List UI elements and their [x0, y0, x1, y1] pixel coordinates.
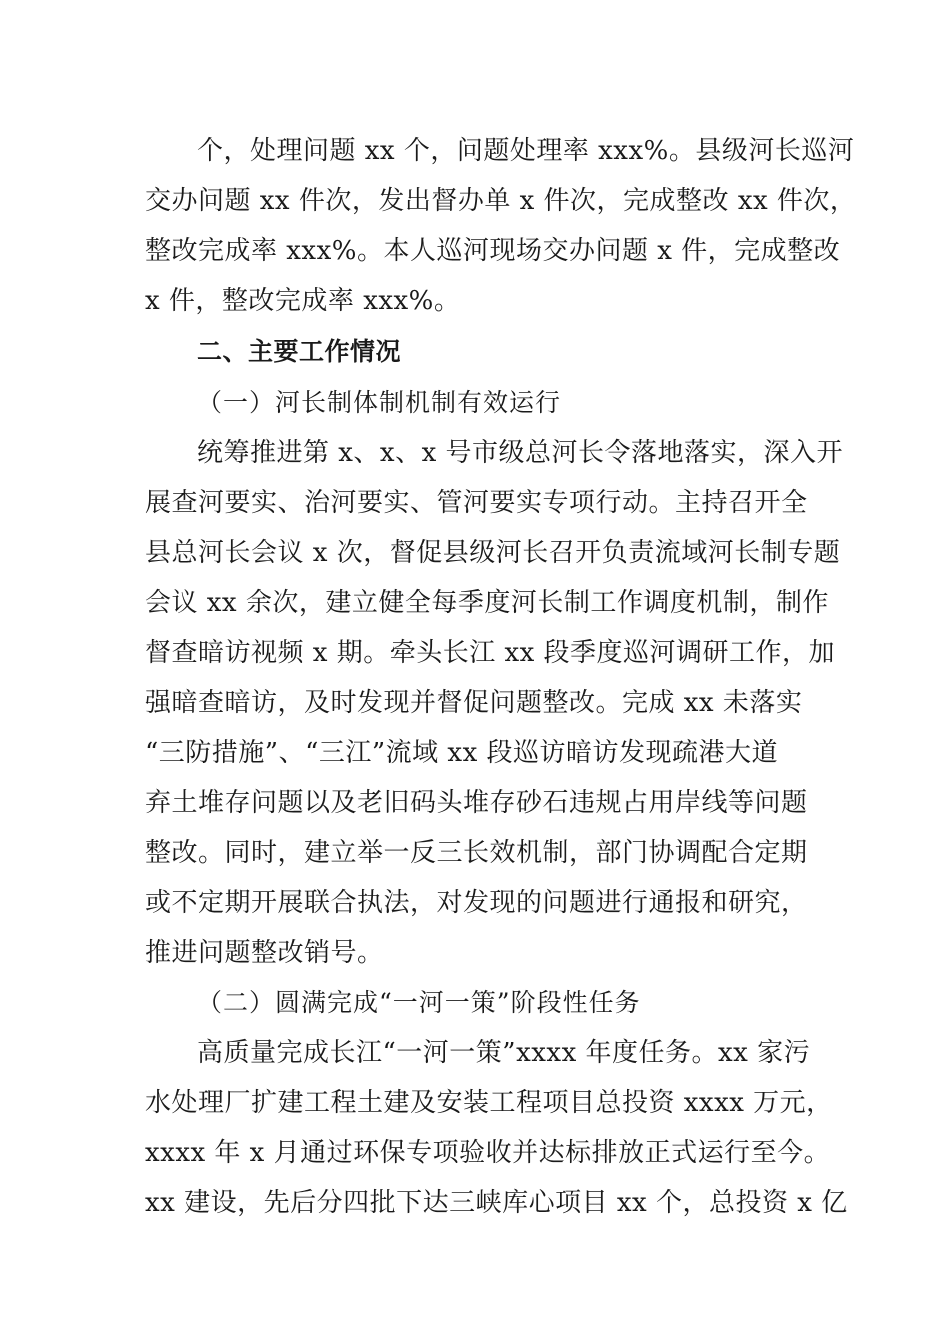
subsection1-line-3: 县总河长会议 x 次，督促县级河长召开负责流域河长制专题: [145, 538, 841, 568]
subsection1-line-2: 展查河要实、治河要实、管河要实专项行动。主持召开全: [145, 488, 808, 518]
section-heading: 二、主要工作情况: [197, 337, 402, 366]
subsection1-line-8: 弃土堆存问题以及老旧码头堆存砂石违规占用岸线等问题: [145, 788, 808, 818]
intro-line-1: 个，处理问题 xx 个，问题处理率 xxx%。县级河长巡河: [197, 136, 855, 166]
subsection2-heading: （二）圆满完成“一河一策”阶段性任务: [197, 988, 641, 1017]
intro-line-2: 交办问题 xx 件次，发出督办单 x 件次，完成整改 xx 件次，: [145, 186, 857, 216]
intro-line-3: 整改完成率 xxx%。本人巡河现场交办问题 x 件，完成整改: [145, 236, 841, 266]
document-body: [145, 126, 857, 1228]
subsection2-line-2: 水处理厂扩建工程土建及安装工程项目总投资 xxxx 万元，: [145, 1088, 833, 1118]
subsection1-line-7: “三防措施”、“三江”流域 xx 段巡访暗访发现疏港大道: [145, 738, 779, 768]
subsection1-line-1: 统筹推进第 x、x、x 号市级总河长令落地落实，深入开: [197, 438, 844, 468]
subsection1-line-4: 会议 xx 余次，建立健全每季度河长制工作调度机制，制作: [145, 588, 829, 618]
subsection1-line-6: 强暗查暗访，及时发现并督促问题整改。完成 xx 未落实: [145, 688, 803, 718]
subsection2-line-1: 高质量完成长江“一河一策”xxxx 年度任务。xx 家污: [197, 1038, 811, 1068]
subsection1-line-10: 或不定期开展联合执法，对发现的问题进行通报和研究，: [145, 888, 808, 918]
subsection1-line-9: 整改。同时，建立举一反三长效机制，部门协调配合定期: [145, 838, 808, 868]
subsection1-line-5: 督查暗访视频 x 期。牵头长江 xx 段季度巡河调研工作，加: [145, 638, 836, 668]
subsection2-line-3: xxxx 年 x 月通过环保专项验收并达标排放正式运行至今。: [145, 1138, 831, 1168]
intro-line-4: x 件，整改完成率 xxx%。: [145, 286, 461, 316]
subsection2-line-4: xx 建设，先后分四批下达三峡库心项目 xx 个，总投资 x 亿: [145, 1188, 848, 1218]
subsection1-heading: （一）河长制体制机制有效运行: [197, 388, 562, 417]
subsection1-line-11: 推进问题整改销号。: [145, 938, 384, 968]
